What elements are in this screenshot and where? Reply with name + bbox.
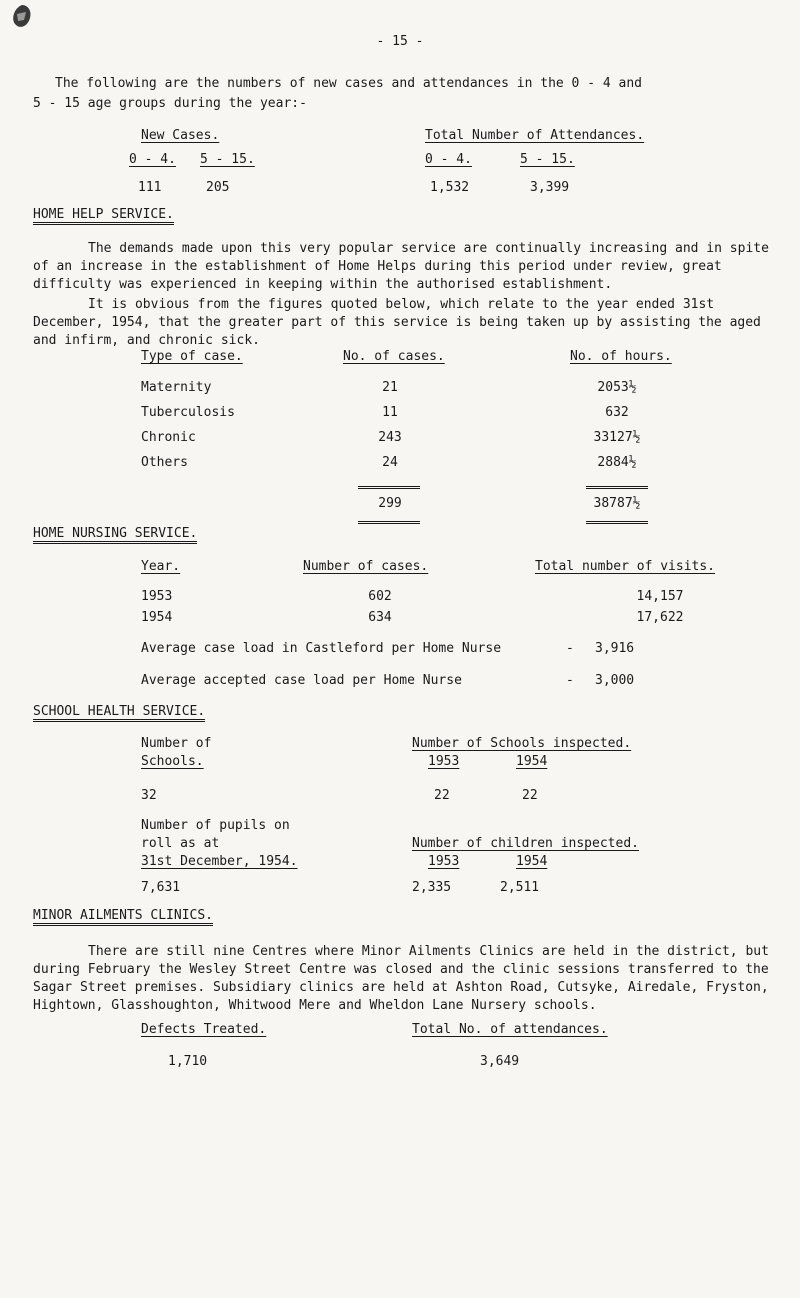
children-inspected-year-1954: 1954 xyxy=(516,854,548,869)
home-nursing-heading: HOME NURSING SERVICE. xyxy=(33,526,197,544)
schools-inspected-1954: 22 xyxy=(522,788,538,803)
schools-inspected-year-1953: 1953 xyxy=(428,754,460,769)
attendances-value-0-4: 1,532 xyxy=(430,180,470,195)
total-attendances-label: Total No. of attendances. xyxy=(412,1022,608,1037)
page-number: - 15 - xyxy=(376,34,424,49)
home-help-heading: HOME HELP SERVICE. xyxy=(33,207,174,225)
intro-line-2: 5 - 15 age groups during the year:- xyxy=(33,96,307,111)
home-help-row-hours: 2884½ xyxy=(597,455,637,470)
home-nursing-col-visits: Total number of visits. xyxy=(535,559,716,574)
home-help-row-type: Maternity xyxy=(141,380,212,395)
home-nursing-row-visits: 14,157 xyxy=(636,589,684,604)
intro-line-1: The following are the numbers of new cases and attendances in the 0 - 4 and xyxy=(55,76,642,91)
new-cases-value-5-15: 205 xyxy=(206,180,230,195)
attendances-col-5-15: 5 - 15. xyxy=(520,152,575,167)
pupils-label-line-1: Number of pupils on xyxy=(141,818,290,833)
home-nursing-row-cases: 634 xyxy=(368,610,392,625)
hours-total-rule-top xyxy=(586,486,648,489)
home-help-row-type: Tuberculosis xyxy=(141,405,235,420)
average-case-load-label: Average case load in Castleford per Home Nurse xyxy=(141,641,502,656)
cases-total-rule-bottom xyxy=(358,521,420,524)
home-help-paragraph-1: The demands made upon this very popular service are continually increasing and in spite of an increase in the establishment of Home Helps during this period under review, great difficulty was experienced in keeping within the authorised establishment. xyxy=(33,241,769,292)
children-inspected-1954: 2,511 xyxy=(500,880,540,895)
home-help-col-hours: No. of hours. xyxy=(570,349,672,364)
home-nursing-row-year: 1954 xyxy=(141,610,173,625)
total-attendances-value: 3,649 xyxy=(480,1054,520,1069)
home-help-row-type: Others xyxy=(141,455,188,470)
new-cases-header: New Cases. xyxy=(141,128,220,143)
defects-treated-label: Defects Treated. xyxy=(141,1022,267,1037)
home-help-paragraph-2: It is obvious from the figures quoted below, which relate to the year ended 31st December, 1954, that the greater part of this service is being taken up by assisting the aged and infirm, and chronic sick. xyxy=(33,297,761,348)
home-nursing-col-cases: Number of cases. xyxy=(303,559,429,574)
attendances-header: Total Number of Attendances. xyxy=(425,128,645,143)
defects-treated-value: 1,710 xyxy=(168,1054,208,1069)
average-case-load-value: 3,916 xyxy=(595,641,635,656)
hours-total-rule-bottom xyxy=(586,521,648,524)
pupils-value: 7,631 xyxy=(141,880,181,895)
schools-value: 32 xyxy=(141,788,157,803)
home-help-row-hours: 33127½ xyxy=(593,430,641,445)
children-inspected-1953: 2,335 xyxy=(412,880,452,895)
scan-smudge xyxy=(8,2,36,34)
home-nursing-row-cases: 602 xyxy=(368,589,392,604)
home-help-row-cases: 11 xyxy=(382,405,398,420)
schools-inspected-year-1954: 1954 xyxy=(516,754,548,769)
average-accepted-load-label: Average accepted case load per Home Nurse xyxy=(141,673,462,688)
minor-ailments-heading: MINOR AILMENTS CLINICS. xyxy=(33,908,213,926)
home-help-row-cases: 24 xyxy=(382,455,398,470)
home-help-row-hours: 632 xyxy=(605,405,629,420)
home-help-row-hours: 2053½ xyxy=(597,380,637,395)
pupils-label-line-2: roll as at xyxy=(141,836,220,851)
home-nursing-row-visits: 17,622 xyxy=(636,610,684,625)
home-help-total-hours: 38787½ xyxy=(593,496,641,511)
new-cases-col-0-4: 0 - 4. xyxy=(129,152,176,167)
home-help-row-cases: 243 xyxy=(378,430,402,445)
children-inspected-header: Number of children inspected. xyxy=(412,836,639,851)
home-help-col-cases: No. of cases. xyxy=(343,349,445,364)
average-accepted-load-dash: - xyxy=(566,673,574,688)
average-accepted-load-value: 3,000 xyxy=(595,673,635,688)
schools-inspected-1953: 22 xyxy=(434,788,450,803)
attendances-col-0-4: 0 - 4. xyxy=(425,152,472,167)
home-help-row-cases: 21 xyxy=(382,380,398,395)
home-help-col-type: Type of case. xyxy=(141,349,243,364)
pupils-label-line-3: 31st December, 1954. xyxy=(141,854,298,869)
schools-inspected-header: Number of Schools inspected. xyxy=(412,736,632,751)
minor-ailments-paragraph: There are still nine Centres where Minor Ailments Clinics are held in the district, but during February the Wesley Street Centre was closed and the clinic sessions transferred to the Sagar Street premises. Subsidiary clinics are held at Ashton Road, Cutsyke, Airedale, Fryston, Hightown, Glasshoughton, Whitwood Mere and Wheldon Lane Nursery schools. xyxy=(33,944,769,1013)
home-nursing-row-year: 1953 xyxy=(141,589,173,604)
average-case-load-dash: - xyxy=(566,641,574,656)
schools-label-line-1: Number of xyxy=(141,736,212,751)
schools-label-line-2: Schools. xyxy=(141,754,204,769)
cases-total-rule-top xyxy=(358,486,420,489)
new-cases-value-0-4: 111 xyxy=(138,180,162,195)
home-help-total-cases: 299 xyxy=(378,496,402,511)
new-cases-col-5-15: 5 - 15. xyxy=(200,152,255,167)
home-nursing-col-year: Year. xyxy=(141,559,181,574)
school-health-heading: SCHOOL HEALTH SERVICE. xyxy=(33,704,205,722)
children-inspected-year-1953: 1953 xyxy=(428,854,460,869)
home-help-row-type: Chronic xyxy=(141,430,196,445)
attendances-value-5-15: 3,399 xyxy=(530,180,570,195)
